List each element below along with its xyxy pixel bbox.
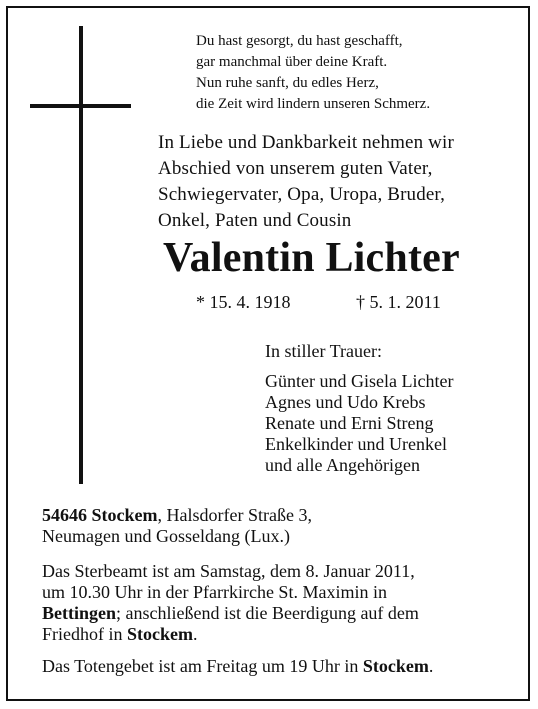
mourners-heading: In stiller Trauer: — [265, 341, 382, 361]
death-date: † 5. 1. 2011 — [356, 292, 441, 312]
mourner-line: Enkelkinder und Urenkel — [265, 434, 447, 454]
mourner-line: und alle Angehörigen — [265, 455, 420, 475]
postal-town: 54646 Stockem — [42, 505, 158, 525]
mourners-block — [265, 341, 453, 476]
intro-text — [158, 130, 454, 234]
mourner-line: Agnes und Udo Krebs — [265, 392, 426, 412]
mourner-line: Günter und Gisela Lichter — [265, 371, 454, 391]
service-info — [42, 561, 419, 645]
cross-horizontal-bar — [30, 104, 131, 108]
mourner-line: Renate und Erni Streng — [265, 413, 434, 433]
street: , Halsdorfer Straße 3, — [157, 505, 312, 525]
intro-line: In Liebe und Dankbarkeit nehmen wir — [158, 132, 454, 153]
service-line-end: . — [193, 624, 198, 644]
life-dates — [196, 290, 441, 314]
poem-line: Nun ruhe sanft, du edles Herz, — [196, 75, 379, 91]
prayer-end: . — [428, 656, 434, 676]
birth-date: * 15. 4. 1918 — [196, 292, 291, 312]
cemetery-town: Stockem — [127, 624, 193, 644]
address-line — [42, 505, 312, 526]
service-line — [42, 624, 419, 645]
intro-line: Abschied von unserem guten Vater, — [158, 158, 433, 179]
poem — [196, 31, 430, 115]
service-line: um 10.30 Uhr in der Pfarrkirche St. Maximin in — [42, 582, 387, 602]
poem-line: Du hast gesorgt, du hast geschafft, — [196, 33, 403, 49]
intro-line: Schwiegervater, Opa, Uropa, Bruder, — [158, 184, 446, 205]
address-block — [42, 505, 312, 547]
prayer-text: Das Totengebet ist am Freitag um 19 Uhr in — [42, 656, 363, 676]
service-line — [42, 603, 419, 624]
cross-vertical-bar — [79, 26, 83, 484]
prayer-place: Stockem — [362, 656, 429, 676]
address-line-2: Neumagen und Gosseldang (Lux.) — [42, 526, 290, 546]
service-line-text: ; anschließend ist die Beerdigung auf dem — [116, 603, 419, 623]
poem-line: die Zeit wird lindern unseren Schmerz. — [196, 96, 431, 112]
church-town: Bettingen — [42, 603, 116, 623]
deceased-name: Valentin Lichter — [163, 235, 460, 281]
service-line: Das Sterbeamt ist am Samstag, dem 8. Januar 2011, — [42, 561, 415, 581]
prayer-info — [42, 656, 433, 677]
poem-line: gar manchmal über deine Kraft. — [196, 54, 388, 70]
service-line-text: Friedhof in — [42, 624, 127, 644]
intro-line: Onkel, Paten und Cousin — [158, 210, 352, 231]
